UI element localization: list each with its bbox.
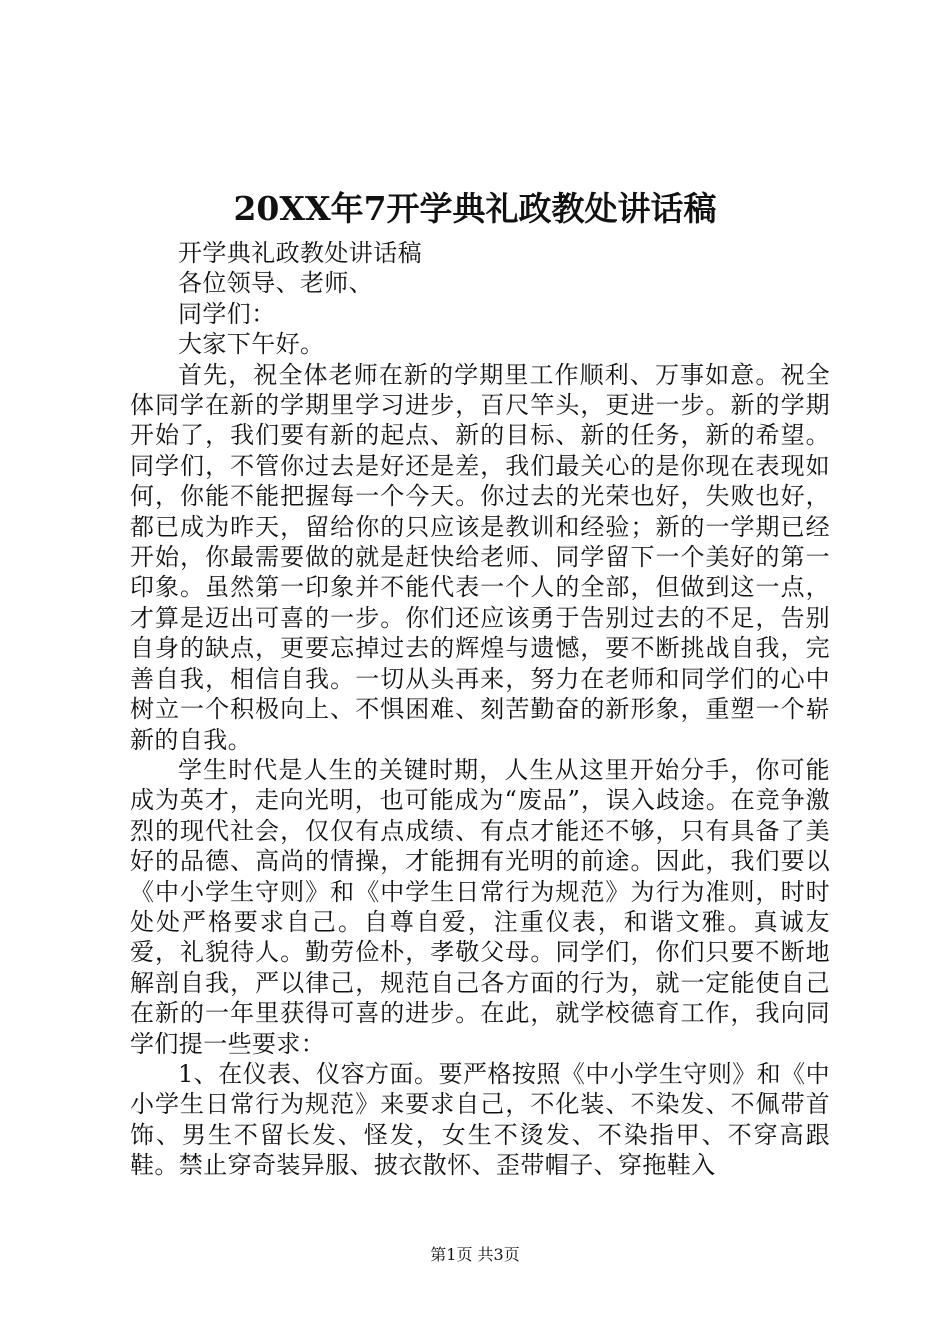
paragraph-salutation-1: 各位领导、老师、 bbox=[178, 269, 374, 298]
paragraph-wishes: 首先，祝全体老师在新的学期里工作顺利、万事如意。祝全体同学在新的学期里学习进步，百尺竿头，更进一步。新的学期开始了，我们要有新的起点、新的目标、新的任务，新的希望。同学们，不管你过去是好还是差，我们最关心的是你现在表现如何，你能不能把握每一个今天。你过去的光荣也好，失败也好，都已成为昨天，留给你的只应该是教训和经验；新的一学期已经开始，你最需要做的就是赶快给老师、同学留下一个美好的第一印象。虽然第一印象并不能代表一个人的全部，但做到这一点，才算是迈出可喜的一步。你们还应该勇于告别过去的不足，告别自身的缺点，更要忘掉过去的辉煌与遗憾，要不断挑战自我，完善自我，相信自我。一切从头再来，努力在老师和同学们的心中树立一个积极向上、不惧困难、刻苦勤奋的新形象，重塑一个崭新的自我。 bbox=[130, 360, 830, 754]
document-title: 20XX年7开学典礼政教处讲话稿 bbox=[233, 189, 717, 228]
paragraph-salutation-2: 同学们： bbox=[178, 299, 276, 328]
paragraph-greeting: 大家下午好。 bbox=[178, 330, 325, 359]
paragraph-student-era: 学生时代是人生的关键时期，人生从这里开始分手，你可能成为英才，走向光明，也可能成为“废品”，误入歧途。在竞争激烈的现代社会，仅仅有点成绩、有点才能还不够，只有具备了美好的品德、高尚的情操，才能拥有光明的前途。因此，我们要以《中小学生守则》和《中学生日常行为规范》为行为准则，时时处处严格要求自己。自尊自爱，注重仪表，和谐文雅。真诚友爱，礼貌待人。勤劳俭朴，孝敬父母。同学们，你们只要不断地解剖自我，严以律己，规范自己各方面的行为，就一定能使自己在新的一年里获得可喜的进步。在此，就学校德育工作，我向同学们提一些要求： bbox=[130, 755, 830, 1058]
page-footer: 第1页 共3页 bbox=[430, 1245, 520, 1264]
paragraph-requirement-1: 1、在仪表、仪容方面。要严格按照《中小学生守则》和《中小学生日常行为规范》来要求自己，不化装、不染发、不佩带首饰、男生不留长发、怪发，女生不烫发、不染指甲、不穿高跟鞋。禁止穿奇装异服、披衣散怀、歪带帽子、穿拖鞋入 bbox=[130, 1059, 830, 1180]
document-body bbox=[130, 238, 830, 1181]
paragraph-subtitle: 开学典礼政教处讲话稿 bbox=[178, 239, 422, 267]
